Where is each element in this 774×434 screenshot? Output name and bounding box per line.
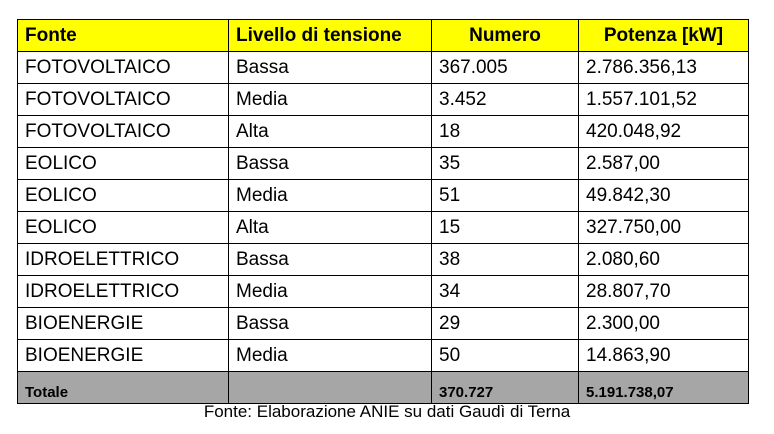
table-row — [18, 276, 749, 308]
energy-table — [17, 19, 749, 404]
cell-fonte: IDROELETTRICO — [18, 276, 229, 308]
cell-numero: 51 — [432, 180, 579, 212]
cell-fonte: IDROELETTRICO — [18, 244, 229, 276]
table-row — [18, 212, 749, 244]
cell-potenza: 327.750,00 — [579, 212, 749, 244]
total-numero: 370.727 — [432, 372, 579, 404]
cell-numero: 38 — [432, 244, 579, 276]
cell-fonte: EOLICO — [18, 148, 229, 180]
header-livello: Livello di tensione — [229, 20, 432, 52]
cell-fonte: BIOENERGIE — [18, 308, 229, 340]
cell-livello: Bassa — [229, 244, 432, 276]
cell-potenza: 49.842,30 — [579, 180, 749, 212]
cell-livello: Bassa — [229, 148, 432, 180]
cell-livello: Alta — [229, 212, 432, 244]
cell-livello: Alta — [229, 116, 432, 148]
cell-livello: Media — [229, 276, 432, 308]
cell-fonte: EOLICO — [18, 212, 229, 244]
cell-fonte: FOTOVOLTAICO — [18, 116, 229, 148]
total-potenza: 5.191.738,07 — [579, 372, 749, 404]
cell-numero: 35 — [432, 148, 579, 180]
table-row — [18, 148, 749, 180]
total-livello — [229, 372, 432, 404]
table-caption: Fonte: Elaborazione ANIE su dati Gaudì di Terna — [203, 402, 571, 421]
table-row — [18, 244, 749, 276]
cell-numero: 29 — [432, 308, 579, 340]
cell-potenza: 2.587,00 — [579, 148, 749, 180]
total-label: Totale — [18, 372, 229, 404]
cell-fonte: FOTOVOLTAICO — [18, 84, 229, 116]
cell-fonte: FOTOVOLTAICO — [18, 52, 229, 84]
table-row — [18, 116, 749, 148]
table-row — [18, 340, 749, 372]
cell-potenza: 1.557.101,52 — [579, 84, 749, 116]
header-row — [18, 20, 749, 52]
cell-numero: 50 — [432, 340, 579, 372]
table-row — [18, 84, 749, 116]
total-row — [18, 372, 749, 404]
table-row — [18, 52, 749, 84]
cell-numero: 3.452 — [432, 84, 579, 116]
cell-fonte: EOLICO — [18, 180, 229, 212]
cell-numero: 18 — [432, 116, 579, 148]
header-numero: Numero — [432, 20, 579, 52]
cell-livello: Media — [229, 180, 432, 212]
cell-potenza: 420.048,92 — [579, 116, 749, 148]
cell-numero: 367.005 — [432, 52, 579, 84]
cell-livello: Bassa — [229, 308, 432, 340]
cell-livello: Bassa — [229, 52, 432, 84]
table-row — [18, 308, 749, 340]
cell-potenza: 2.300,00 — [579, 308, 749, 340]
cell-potenza: 14.863,90 — [579, 340, 749, 372]
cell-numero: 34 — [432, 276, 579, 308]
cell-fonte: BIOENERGIE — [18, 340, 229, 372]
cell-livello: Media — [229, 340, 432, 372]
cell-potenza: 2.786.356,13 — [579, 52, 749, 84]
cell-numero: 15 — [432, 212, 579, 244]
cell-potenza: 28.807,70 — [579, 276, 749, 308]
cell-potenza: 2.080,60 — [579, 244, 749, 276]
cell-livello: Media — [229, 84, 432, 116]
table-body — [18, 52, 749, 404]
table-row — [18, 180, 749, 212]
header-potenza: Potenza [kW] — [579, 20, 749, 52]
header-fonte: Fonte — [18, 20, 229, 52]
